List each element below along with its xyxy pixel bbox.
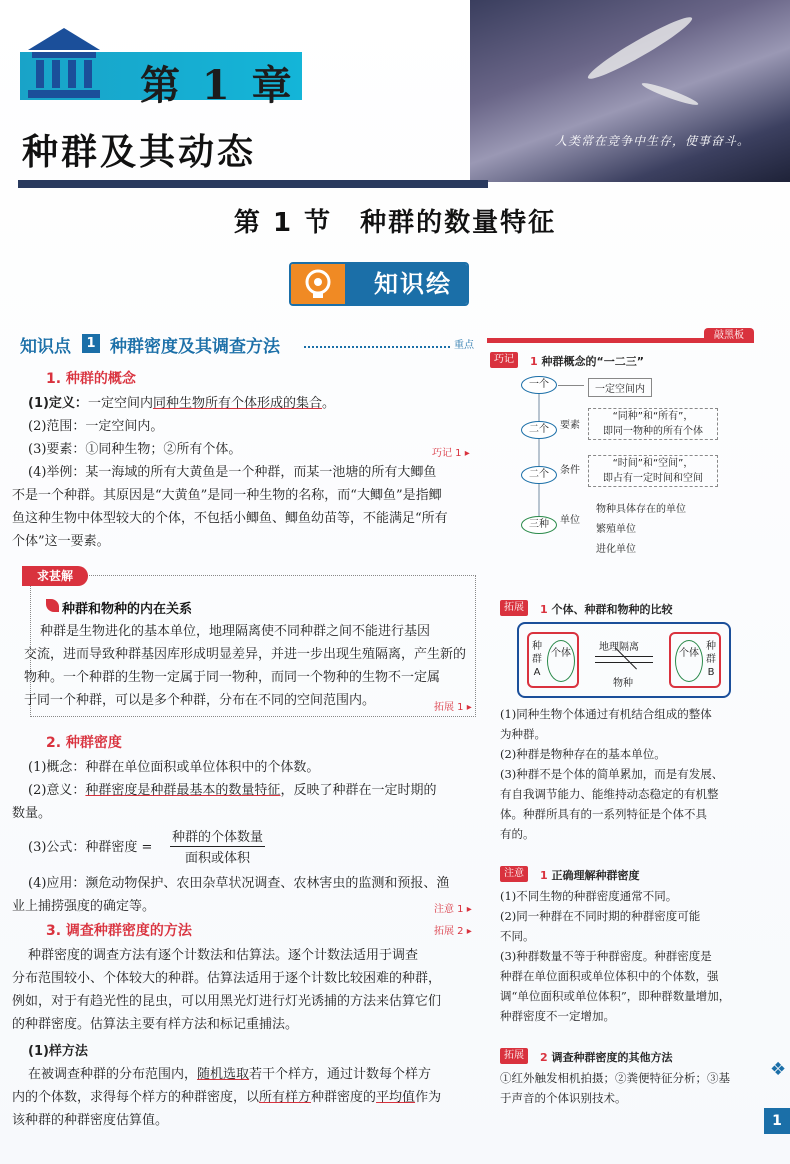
tree-node-1: 一个 — [521, 376, 557, 394]
seagull-shape — [584, 11, 696, 85]
arrow-label-bottom: 物种 — [613, 678, 633, 689]
s2-p1: (1)概念：种群在单位面积或单位体积中的个体数。 — [28, 760, 320, 775]
leaf-icon — [46, 599, 59, 612]
knowledge-point-heading — [20, 332, 480, 356]
ref-zhuyi-1[interactable]: 注意 1 ▸ — [434, 904, 472, 915]
s3-heading: 3. 调查种群密度的方法 — [46, 923, 192, 939]
tree-node-3: 二个 — [521, 466, 557, 484]
tuozhan2-body: ①红外触发相机拍摄；②粪便特征分析；③基 于声音的个体识别技术。 — [500, 1071, 730, 1105]
ref-tuozhan-2[interactable]: 拓展 2 ▸ — [434, 926, 472, 937]
tree-node-2-label: 要素 — [560, 420, 580, 431]
badge-text: 知识绘 — [357, 264, 469, 304]
lightbulb-gear-icon — [291, 264, 345, 304]
kp-label: 知识点 — [20, 337, 71, 357]
tree-node-1-text: 一定空间内 — [588, 378, 652, 397]
header-rule — [18, 180, 488, 188]
tree-node-4: 三种 — [521, 516, 557, 534]
qiaoji-badge: 巧记 — [490, 352, 518, 368]
section-title: 第 1 节 种群的数量特征 — [233, 208, 557, 238]
s1-p3: (3)要素：①同种生物；②所有个体。 — [28, 442, 242, 457]
s3-sub-heading: (1)样方法 — [28, 1044, 88, 1059]
tuozhan1-badge: 拓展 — [500, 600, 528, 616]
s2-p3: (3)公式：种群密度 = — [28, 840, 153, 855]
header-photo — [470, 0, 790, 182]
tree-node-3-label: 条件 — [560, 465, 580, 476]
header-slogan: 人类常在竞争中生存，使事奋斗。 — [554, 134, 750, 148]
s1-p1: (1)定义：一定空间内同种生物所有个体形成的集合。 — [28, 396, 335, 411]
tree-node-2-box: “同种”和“所有”， 即同一物种的所有个体 — [588, 408, 718, 440]
density-formula — [170, 826, 265, 866]
kp-number: 1 — [82, 334, 100, 353]
qiushenjie-badge: 求甚解 — [22, 566, 88, 586]
zhuyi1-title: 1 正确理解种群密度 — [540, 869, 640, 882]
formula-numerator: 种群的个体数量 — [170, 826, 265, 847]
building-icon — [22, 24, 106, 100]
s1-p4: (4)举例：某一海域的所有大黄鱼是一个种群，而某一池塘的所有大鲫鱼 不是一个种群。其原因是“大黄鱼”是同一种生物的名称，而“大鲫鱼”是指鲫 鱼这种生物中体型较大的个体，不包括小鲫鱼、鲫鱼幼苗等，不能满足“所有 个体”这一要素。 — [12, 465, 448, 549]
chapter-title: 种群及其动态 — [22, 132, 257, 173]
population-a: 种 群 A 个体 — [527, 632, 579, 688]
individual-circle-a: 个体 — [547, 640, 575, 682]
s3-sub-body: 在被调查种群的分布范围内，随机选取若干个样方，通过计数每个样方 内的个体数，求得每个样方的种群密度，以所有样方种群密度的平均值作为 该种群的种群密度估算值。 — [12, 1067, 442, 1128]
knowledge-badge — [289, 262, 469, 306]
tree-node-3-box: “时间”和“空间”， 即占有一定时间和空间 — [588, 455, 718, 487]
tree-node-4-label: 单位 — [560, 515, 580, 526]
kp-tag: 重点 — [454, 340, 474, 351]
s2-p4: (4)应用：濒危动物保护、农田杂草状况调查、农林害虫的监测和预报、渔 业上捕捞强度的确定等。 — [12, 876, 450, 914]
s3-body: 种群密度的调查方法有逐个计数法和估算法。逐个计数法适用于调查 分布范围较小、个体较大的种群。估算法适用于逐个计数比较困难的种群， 例如，对于有趋光性的昆虫，可以用黑光灯进行灯光诱捕的方法来估算它们 的种群密度。估算法主要有样方法和标记重捕法。 — [12, 948, 442, 1032]
zhuyi1-body: (1)不同生物的种群密度通常不同。 (2)同一种群在不同时期的种群密度可能 不同。 (3)种群数量不等于种群密度。种群密度是 种群在单位面积或单位体积中的个体数，强 调“单位面积或单位体积”，即种群数量增加， 种群密度不一定增加。 — [500, 889, 731, 1023]
s2-p2: (2)意义：种群密度是种群最基本的数量特征，反映了种群在一定时期的 数量。 — [12, 783, 437, 821]
qiushenjie-title: 种群和物种的内在关系 — [62, 602, 193, 617]
s1-p2: (2)范围：一定空间内。 — [28, 419, 164, 434]
population-b: 个体 种 群 B — [669, 632, 721, 688]
tree-node-4-list: 物种具体存在的单位 繁殖单位 进化单位 — [596, 504, 686, 555]
comparison-diagram — [517, 622, 731, 698]
page-number: 1 — [764, 1108, 790, 1134]
individual-circle-b: 个体 — [675, 640, 703, 682]
tuozhan1-body: (1)同种生物个体通过有机结合组成的整体 为种群。 (2)种群是物种存在的基本单位。 (3)种群不是个体的简单累加，而是有发展、 有自我调节能力、能维持动态稳定的有机整 体。种群所具有的一系列特征是个体不具 有的。 — [500, 707, 724, 841]
ref-qiaoji-1[interactable]: 巧记 1 ▸ — [432, 448, 470, 459]
formula-denominator: 面积或体积 — [185, 851, 251, 866]
seagull-shape-small — [640, 80, 699, 108]
zhuyi1-badge: 注意 — [500, 866, 528, 882]
qiushenjie-body: 种群是生物进化的基本单位，地理隔离使不同种群之间不能进行基因 交流，进而导致种群基因库形成明显差异，并进一步出现生殖隔离，产生新的 物种。一个种群的生物一定属于同一物种，而同一个物种的生物不一定属 于同一个种群，可以是多个种群，分布在不同的空间范围内。 — [24, 624, 467, 708]
tuozhan2-title: 2 调查种群密度的其他方法 — [540, 1051, 673, 1064]
s1-heading: 1. 种群的概念 — [46, 371, 136, 387]
arrow-label-top: 地理隔离 — [599, 642, 639, 653]
kp-title: 种群密度及其调查方法 — [110, 337, 280, 357]
sidebar-top-tag: 敲黑板 — [704, 328, 754, 343]
tree-node-2: 二个 — [521, 421, 557, 439]
tuozhan1-title: 1 个体、种群和物种的比较 — [540, 603, 673, 616]
chapter-label: 第 1 章 — [140, 62, 296, 109]
kp-dotted-leader — [304, 346, 450, 348]
side-decoration: ❖ — [770, 1059, 787, 1080]
s2-heading: 2. 种群密度 — [46, 735, 122, 751]
qiaoji-title: 1 种群概念的“一二三” — [530, 355, 644, 368]
ref-tuozhan-1[interactable]: 拓展 1 ▸ — [434, 702, 472, 713]
tree-spine — [538, 385, 540, 525]
tuozhan2-badge: 拓展 — [500, 1048, 528, 1064]
badge-bars — [345, 264, 357, 304]
